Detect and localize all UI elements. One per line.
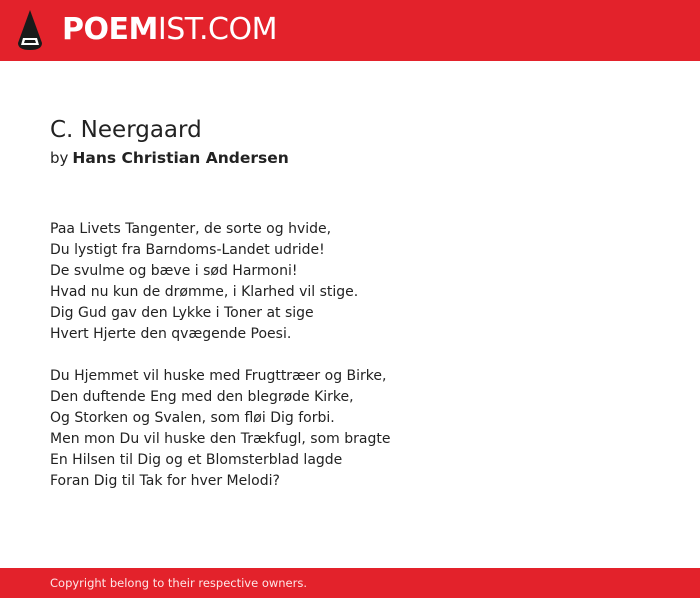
stanza: [50, 366, 670, 492]
poem-body: [50, 219, 670, 513]
site-logo-text[interactable]: [62, 12, 277, 48]
pencil-tip-icon: [17, 9, 43, 51]
poem-line: Dig Gud gav den Lykke i Toner at sige: [50, 305, 314, 321]
logo-light-part: IST.COM: [157, 12, 277, 47]
poem-line: Hvad nu kun de drømme, i Klarhed vil stige.: [50, 284, 359, 300]
poem-line: En Hilsen til Dig og et Blomsterblad lagde: [50, 452, 343, 468]
site-footer: [0, 568, 700, 598]
poem-line: Men mon Du vil huske den Trækfugl, som bragte: [50, 431, 391, 447]
poem-line: Du lystigt fra Barndoms-Landet udride!: [50, 242, 325, 258]
poem-title: C. Neergaard: [50, 117, 202, 143]
byline-label: by: [50, 149, 69, 167]
poem-line: Den duftende Eng med den blegrøde Kirke,: [50, 389, 354, 405]
poem-byline: [50, 149, 289, 167]
copyright-notice: Copyright belong to their respective owners.: [50, 576, 308, 590]
poem-line: De svulme og bæve i sød Harmoni!: [50, 263, 298, 279]
author-link[interactable]: Hans Christian Andersen: [72, 149, 289, 167]
poem-line: Og Storken og Svalen, som fløi Dig forbi.: [50, 410, 335, 426]
poem-line: Hvert Hjerte den qvægende Poesi.: [50, 326, 292, 342]
poem-line: Du Hjemmet vil huske med Frugttræer og Birke,: [50, 368, 387, 384]
poem-line: Paa Livets Tangenter, de sorte og hvide,: [50, 221, 332, 237]
poem-line: Foran Dig til Tak for hver Melodi?: [50, 473, 280, 489]
site-header: [0, 0, 700, 61]
stanza: [50, 219, 670, 345]
logo-bold-part: POEM: [62, 12, 158, 47]
